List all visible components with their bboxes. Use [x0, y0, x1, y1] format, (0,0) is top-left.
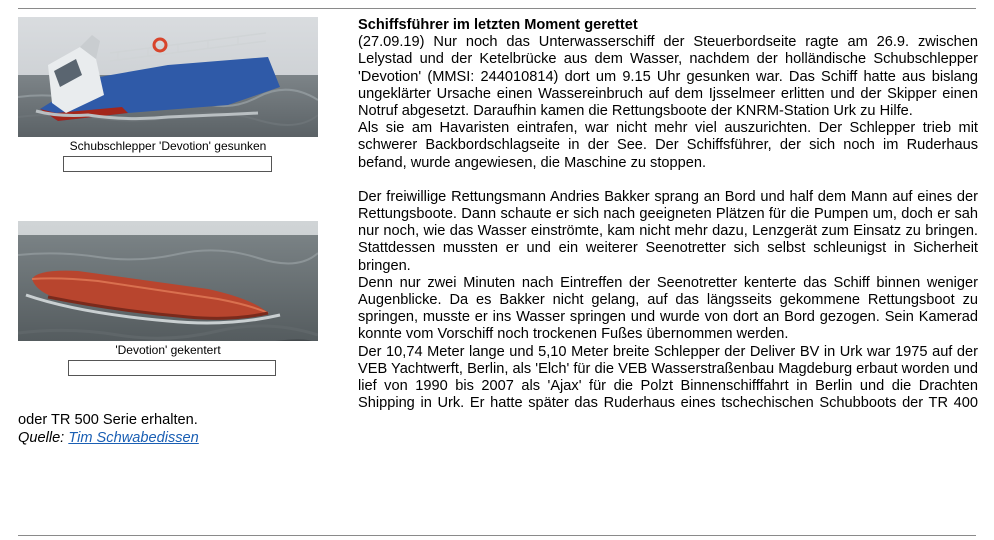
article-paragraph: Der freiwillige Rettungsmann Andries Bakker sprang an Bord und half dem Mann auf eines der Rettungsboote. Dann schaute er sich nach geeigneten Plätzen für die Pumpen um, doch er sah nur noch, wie das Wasser einströmte, kam nicht mehr dazu, Lenzgerät zum Einsatz zu bringen. Stattdessen mussten er und ein weiterer Seenotretter sich selbst schleunigst in Sicherheit bringen. [358, 188, 978, 274]
source-author-link[interactable]: Tim Schwabedissen [68, 429, 199, 446]
article-paragraph: Der 10,74 Meter lange und 5,10 Meter breite Schlepper der Deliver BV in Urk war 1975 auf der VEB Yachtwerft, Berlin, als 'Elch' für die VEB Wasserstraßenbau Magdeburg erbaut worden und lief von 1990 bis 2007 als 'Ajax' für die Polzt Binnenschifffahrt in Berlin und die Drachten Shipping in Urk. Er hatte später das Ruderhaus eines tschechischen Schubboots der TR 400 oder TR 500 Serie erhalten. [18, 343, 978, 429]
news-article [18, 17, 978, 447]
article-paragraph: Denn nur zwei Minuten nach Eintreffen der Seenotretter kenterte das Schiff binnen weniger Augenblicke. Da es Bakker nicht gelang, auf das längsseits gekommene Rettungsboot zu springen, musste er ins Wasser springen und wurde von dort an Bord gezogen. Sein Kamerad konnte vom Vorschiff noch trockenen Fußes übernommen werden. [358, 274, 978, 343]
article-source [18, 430, 978, 447]
article-headline: Schiffsführer im letzten Moment gerettet [358, 17, 638, 33]
top-divider [18, 8, 976, 9]
article-paragraph: Als sie am Havaristen eintrafen, war nicht mehr viel auszurichten. Der Schlepper trieb mit schwerer Backbordschlagseite in der See. Der Schiffsführer, der sich noch im Ruderhaus befand, wurde angewiesen, die Maschine zu stoppen. [358, 120, 978, 171]
figure-caption: Schubschlepper 'Devotion' gesunken [69, 139, 267, 153]
bottom-divider [18, 535, 976, 536]
figure-caption: 'Devotion' gekentert [115, 343, 221, 357]
article-paragraph: (27.09.19) Nur noch das Unterwasserschiff der Steuerbordseite ragte am 26.9. zwischen Lelystad und der Ketelbrücke aus dem Wasser, nachdem der holländische Schubschlepper 'Devotion' (MMSI: 244010814) dort um 9.15 Uhr gesunken war. Das Schiff hatte aus bislang ungeklärter Ursache einen Wassereinbruch auf dem Ijsselmeer erlitten und der Skipper einen Notruf abgesetzt. Daraufhin kamen die Rettungsboote der KNRM-Station Urk zu Hilfe. [358, 34, 978, 120]
source-label: Quelle: [18, 429, 65, 446]
